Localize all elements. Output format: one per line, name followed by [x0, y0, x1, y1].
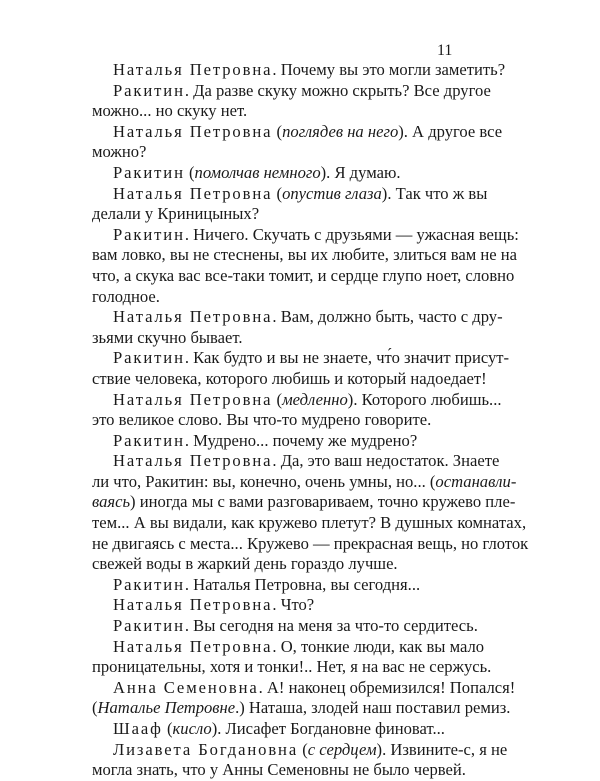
- speech-text: ). Так что ж вы: [381, 183, 488, 203]
- text-line: [92, 554, 516, 575]
- speaker-name: Лизавета Богдановна: [113, 739, 299, 759]
- text-line: [92, 224, 519, 246]
- speech-text: .) Наташа, злодей наш поставил ремиз.: [235, 698, 511, 718]
- text-line: [92, 678, 516, 699]
- stage-direction: медленно: [282, 389, 348, 409]
- text-line: [92, 369, 516, 390]
- speaker-name: Шааф: [113, 719, 163, 738]
- dialogue-paragraph: [92, 431, 516, 452]
- dialogue-text: [92, 60, 529, 781]
- speech-text: (: [272, 389, 283, 409]
- text-line: [92, 328, 516, 349]
- dialogue-paragraph: [92, 451, 529, 575]
- speaker-name: Наталья Петровна: [113, 389, 273, 409]
- speech-text: ). Я думаю.: [320, 162, 401, 182]
- speech-text: (: [272, 183, 283, 203]
- dialogue-paragraph: [92, 678, 516, 719]
- speaker-name: Наталья Петровна: [113, 183, 273, 203]
- speaker-name: Наталья Петровна: [113, 451, 273, 471]
- speech-text: проницательны, хотя и тонки!.. Нет, я на вас не сержусь.: [92, 657, 492, 677]
- speech-text: свежей воды в жаркий день гораздо лучше.: [92, 554, 398, 574]
- dialogue-paragraph: [92, 616, 516, 637]
- speech-text: не двигаясь с места... Кружево — прекрасная вещь, но глоток: [92, 533, 529, 553]
- speaker-name: Наталья Петровна: [113, 636, 273, 656]
- speech-text: (: [298, 739, 308, 759]
- speaker-name: Ракитин: [113, 430, 185, 450]
- text-line: [92, 204, 516, 225]
- speech-text: ). Которого любишь...: [347, 389, 502, 409]
- text-line: [92, 451, 516, 472]
- dialogue-paragraph: [92, 60, 516, 81]
- dialogue-paragraph: [92, 307, 516, 348]
- text-line: [92, 719, 516, 740]
- text-line: [92, 431, 516, 452]
- text-line: [92, 142, 516, 163]
- text-line: [92, 307, 516, 328]
- text-line: [92, 245, 516, 266]
- stage-direction: поглядев на него: [282, 121, 399, 141]
- text-line: [92, 637, 516, 658]
- dialogue-paragraph: [92, 575, 516, 596]
- text-line: [92, 410, 516, 431]
- stage-direction: опустив глаза: [282, 183, 382, 203]
- speech-text: вам ловко, вы не стеснены, вы их любите, злиться вам не на: [92, 245, 518, 265]
- text-line: [92, 616, 516, 637]
- speech-text: это великое слово. Вы что-то мудрено говорите.: [92, 410, 432, 430]
- speech-text: тем... А вы видали, как кружево плетут? В душных комнатах,: [92, 513, 527, 533]
- dialogue-paragraph: [92, 740, 516, 781]
- text-line: [92, 657, 516, 678]
- dialogue-paragraph: [92, 348, 516, 389]
- speech-text: (: [162, 719, 173, 738]
- speech-text: (: [184, 162, 195, 182]
- speech-text: ). Лисафет Богдановне финоват...: [211, 719, 445, 738]
- text-line: [92, 163, 516, 184]
- speech-text: . Почему вы это могли заметить?: [272, 60, 506, 79]
- speech-text: голодное.: [92, 286, 160, 306]
- stage-direction: Наталье Петровне: [97, 698, 236, 718]
- dialogue-paragraph: [92, 224, 519, 307]
- text-line: [92, 287, 516, 308]
- stage-direction: с сердцем: [307, 739, 377, 759]
- speaker-name: Ракитин: [113, 162, 185, 182]
- speech-text: . О, тонкие люди, как вы мало: [272, 636, 485, 656]
- speech-text: ствие человека, которого любишь и который надоедает!: [92, 368, 487, 388]
- text-line: [92, 760, 516, 781]
- page-number: 11: [437, 42, 453, 59]
- speech-text: . Да разве скуку можно скрыть? Все другое: [184, 80, 491, 100]
- speaker-name: Наталья Петровна: [113, 307, 273, 327]
- text-line: [92, 81, 516, 102]
- text-line: [92, 122, 516, 143]
- text-line: [92, 513, 527, 534]
- speech-text: что, а скука вас все-таки томит, и сердце глупо ноет, словно: [92, 265, 515, 285]
- speech-text: ). А другое все: [398, 121, 503, 141]
- speaker-name: Ракитин: [113, 80, 185, 100]
- speech-text: . Наталья Петровна, вы сегодня...: [184, 574, 421, 594]
- text-line: [92, 60, 516, 81]
- speech-text: ). Извините-с, я не: [376, 739, 508, 759]
- stage-direction: кисло: [172, 719, 212, 738]
- text-line: [92, 472, 516, 493]
- dialogue-paragraph: [92, 122, 516, 163]
- speech-text: ли что, Ракитин: вы, конечно, очень умны, но... (: [92, 471, 436, 491]
- speech-text: . Да, это ваш недостаток. Знаете: [272, 451, 500, 471]
- text-line: [92, 575, 516, 596]
- speech-text: . Вам, должно быть, часто с дру-: [272, 307, 503, 327]
- speaker-name: Наталья Петровна: [113, 595, 273, 615]
- speech-text: можно?: [92, 142, 147, 162]
- speech-text: . Ничего. Скучать с друзьями — ужасная вещь:: [184, 224, 519, 244]
- text-line: [92, 698, 516, 719]
- speaker-name: Ракитин: [113, 616, 185, 636]
- dialogue-paragraph: [92, 184, 516, 225]
- speaker-name: Ракитин: [113, 224, 185, 244]
- dialogue-paragraph: [92, 719, 516, 740]
- speaker-name: Ракитин: [113, 574, 185, 594]
- speech-text: (: [92, 698, 98, 718]
- dialogue-paragraph: [92, 163, 516, 184]
- text-line: [92, 348, 516, 369]
- speech-text: ) иногда мы с вами разговариваем, точно кружево пле-: [130, 492, 516, 512]
- text-line: [92, 492, 516, 513]
- speech-text: (: [272, 121, 283, 141]
- stage-direction: помолчав немного: [194, 162, 321, 182]
- speaker-name: Ракитин: [113, 348, 185, 368]
- text-line: [92, 101, 516, 122]
- text-line: [92, 595, 516, 616]
- speech-text: зьями скучно бывает.: [92, 327, 243, 347]
- text-line: [92, 266, 516, 287]
- dialogue-paragraph: [92, 595, 516, 616]
- speaker-name: Анна Семеновна: [113, 677, 259, 697]
- stage-direction: останавли-: [435, 471, 517, 491]
- speech-text: . Мудрено... почему же мудрено?: [184, 430, 418, 450]
- speaker-name: Наталья Петровна: [113, 60, 273, 79]
- text-line: [92, 533, 529, 555]
- speech-text: . Вы сегодня на меня за что-то сердитесь.: [184, 616, 478, 636]
- dialogue-paragraph: [92, 81, 516, 122]
- stage-direction: ваясь: [92, 492, 131, 512]
- dialogue-paragraph: [92, 390, 516, 431]
- speech-text: . А! наконец обремизился! Попался!: [258, 677, 516, 697]
- speech-text: . Что?: [272, 595, 315, 615]
- speech-text: делали у Криницыных?: [92, 204, 260, 224]
- text-line: [92, 184, 516, 205]
- speaker-name: Наталья Петровна: [113, 121, 273, 141]
- text-line: [92, 390, 516, 411]
- dialogue-paragraph: [92, 637, 516, 678]
- speech-text: можно... но скуку нет.: [92, 101, 248, 121]
- speech-text: могла знать, что у Анны Семеновны не было червей.: [92, 760, 466, 780]
- speech-text: . Как будто и вы не знаете, чт́о значит присут-: [184, 348, 510, 368]
